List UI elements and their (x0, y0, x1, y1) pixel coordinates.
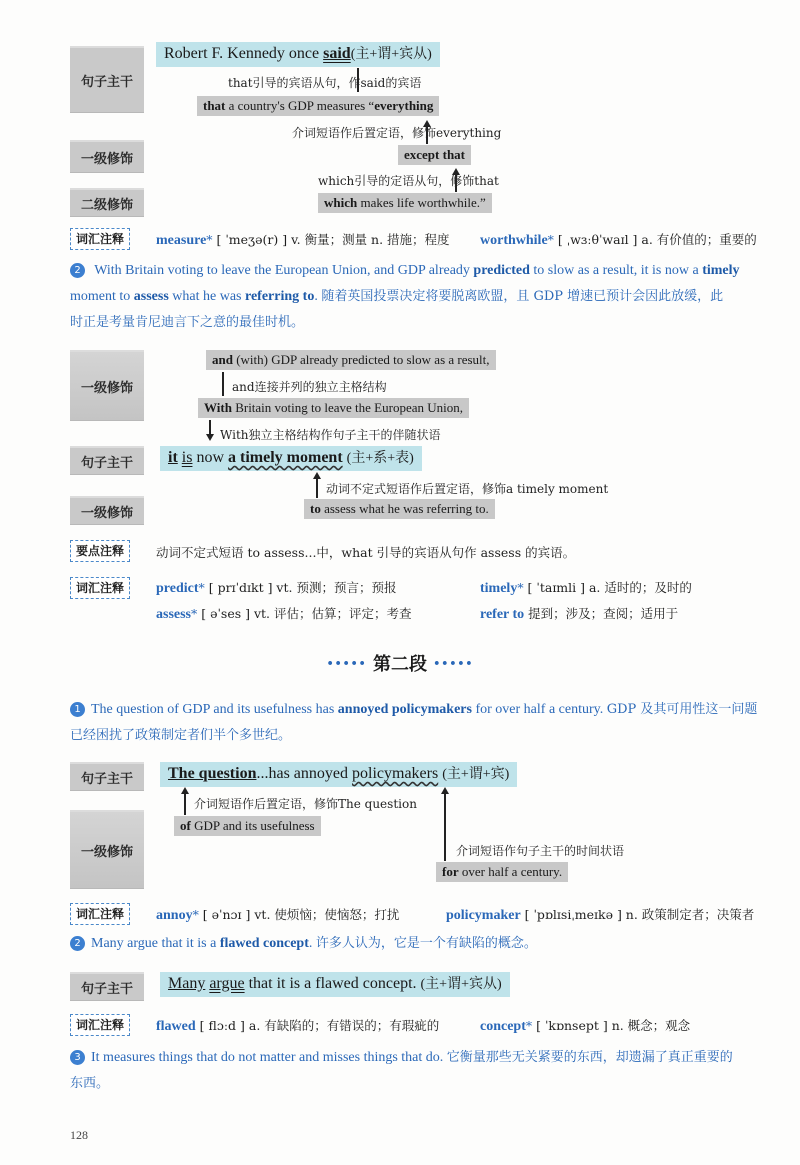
key-point-text: 动词不定式短语 to assess...中，what 引导的宾语从句作 assess 的宾语。 (156, 545, 576, 560)
sentence-number-badge: 1 (70, 702, 85, 717)
vocab-entry: concept* [ ˈkɒnsept ] n. 概念；观念 (480, 1018, 691, 1034)
main-clause-box: it is now a timely moment (主+系+表) (160, 446, 422, 471)
modifier-box: except that (398, 145, 471, 165)
vocab-tag: 词汇注释 (70, 1014, 130, 1036)
label-mod-level1: 一级修饰 (70, 140, 144, 173)
modifier-box: which makes life worthwhile.” (318, 193, 492, 213)
connector-line (316, 478, 318, 498)
modifier-box: and (with) GDP already predicted to slow as a result, (206, 350, 496, 370)
connector-line (222, 372, 224, 396)
sentence-number-badge: 2 (70, 936, 85, 951)
main-clause-box: The question...has annoyed policymakers (主+谓+宾) (160, 762, 517, 787)
sentence-number-badge: 3 (70, 1050, 85, 1065)
modifier-box: that a country's GDP measures “everything (197, 96, 439, 116)
vocab-tag: 词汇注释 (70, 903, 130, 925)
label-main-clause: 句子主干 (70, 446, 144, 475)
annotation-note: 介词短语作后置定语，修饰The question (194, 797, 417, 811)
key-point-tag: 要点注释 (70, 540, 130, 562)
vocab-entry: flawed [ flɔːd ] a. 有缺陷的；有错误的；有瑕疵的 (156, 1018, 440, 1034)
annotation-note: 动词不定式短语作后置定语，修饰a timely moment (326, 482, 609, 496)
connector-line (184, 793, 186, 815)
vocab-entry: annoy* [ əˈnɔɪ ] vt. 使烦恼；使恼怒；打扰 (156, 907, 400, 923)
label-mod-level2: 二级修饰 (70, 188, 144, 217)
annotation-note: that引导的宾语从句，作said的宾语 (228, 76, 422, 90)
label-mod-level1: 一级修饰 (70, 810, 144, 889)
sentence-number-badge: 2 (70, 263, 85, 278)
connector-line (444, 793, 446, 861)
annotation-note: With独立主格结构作句子主干的伴随状语 (220, 428, 441, 442)
annotation-note: 介词短语作句子主干的时间状语 (456, 844, 625, 858)
arrow-down-icon (206, 434, 214, 441)
label-main-clause: 句子主干 (70, 762, 144, 791)
vocab-tag: 词汇注释 (70, 228, 130, 250)
paragraph-sentence-1: 1 The question of GDP and its usefulness has annoyed policymakers for over half a century. GDP 及其可用性这一问题 已经困扰了政策制定者们半个多世纪。 (70, 702, 758, 743)
label-mod-level1: 一级修饰 (70, 350, 144, 421)
page-number: 128 (70, 1128, 88, 1142)
annotation-note: 介词短语作后置定语，修饰everything (292, 126, 502, 140)
vocab-entry: worthwhile* [ ˌwɜːθˈwaɪl ] a. 有价值的；重要的 (480, 232, 757, 248)
main-clause-box: Robert F. Kennedy once said(主+谓+宾从) (156, 42, 440, 67)
label-main-clause: 句子主干 (70, 972, 144, 1001)
section-title: ••••• 第二段 ••••• (326, 654, 474, 675)
vocab-tag: 词汇注释 (70, 577, 130, 599)
modifier-box: of GDP and its usefulness (174, 816, 321, 836)
vocab-entry: measure* [ ˈmeʒə(r) ] v. 衡量；测量 n. 措施；程度 (156, 232, 450, 248)
annotation-note: which引导的定语从句，修饰that (318, 174, 499, 188)
paragraph-sentence-2b: 2 Many argue that it is a flawed concept. 许多人认为，它是一个有缺陷的概念。 (70, 931, 770, 957)
annotation-note: and连接并列的独立主格结构 (232, 380, 387, 394)
paragraph-sentence-3: 3 It measures things that do not matter and misses things that do. 它衡量那些无关紧要的东西，却遗漏了真正重要的 东西。 (70, 1050, 733, 1091)
modifier-box: to assess what he was referring to. (304, 499, 495, 519)
vocab-entry: policymaker [ ˈpɒlɪsiˌmeɪkə ] n. 政策制定者；决策者 (446, 907, 755, 923)
label-main-clause: 句子主干 (70, 46, 144, 113)
paragraph-sentence-2: 2 With Britain voting to leave the European Union, and GDP already predicted to slow as a result, it is now a timely moment to assess what he was referring to. 随着英国投票决定将要脱离欧盟，且 GDP 增速已预计会因此放缓，此 时正是考量肯尼迪言下之意的最佳时机。 (70, 263, 740, 330)
vocab-entry: predict* [ prɪˈdɪkt ] vt. 预测；预言；预报 (156, 580, 397, 596)
modifier-box: With Britain voting to leave the European Union, (198, 398, 469, 418)
vocab-entry: assess* [ əˈses ] vt. 评估；估算；评定；考查 (156, 606, 412, 622)
vocab-entry: timely* [ ˈtaɪmli ] a. 适时的；及时的 (480, 580, 692, 596)
label-mod-level1: 一级修饰 (70, 496, 144, 525)
modifier-box: for over half a century. (436, 862, 568, 882)
main-clause-box: Many argue that it is a flawed concept. (主+谓+宾从) (160, 972, 510, 997)
vocab-entry: refer to 提到；涉及；查阅；适用于 (480, 606, 679, 622)
